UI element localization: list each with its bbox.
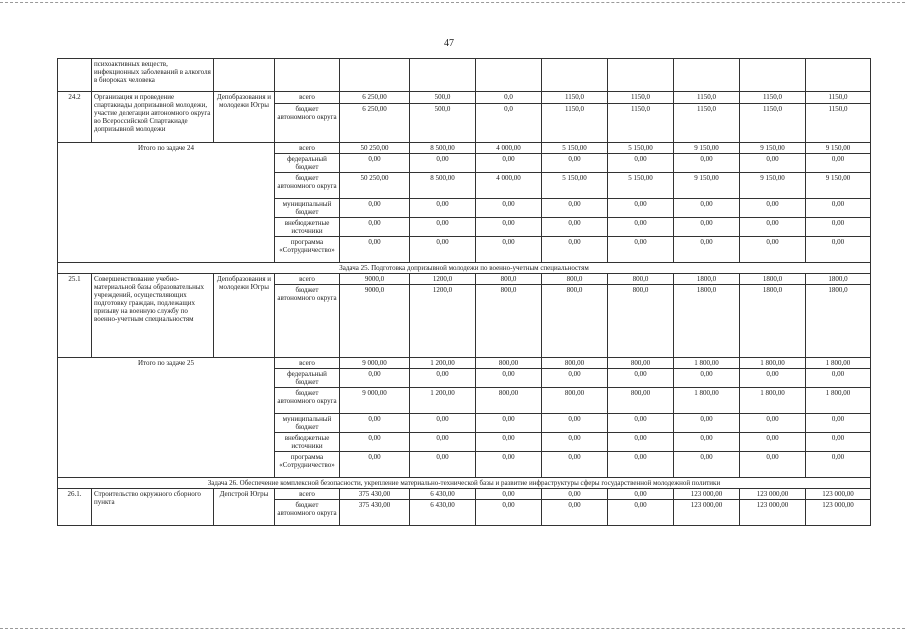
cell-value: 800,00 [608, 388, 674, 414]
cell-executor: Депобразования и молодежи Югры [214, 274, 275, 358]
cell-source: муниципальный бюджет [275, 414, 340, 433]
cell-value: 0,00 [542, 433, 608, 452]
cell-value: 1800,0 [740, 274, 806, 285]
table-row [58, 59, 871, 92]
cell-value: 0,00 [608, 489, 674, 500]
cell-value: 0,00 [410, 369, 476, 388]
cell-value: 0,00 [806, 237, 871, 263]
cell-source: бюджет автономного округа [275, 388, 340, 414]
cell-value: 4 000,00 [476, 173, 542, 199]
cell-value: 0,00 [542, 500, 608, 526]
table-row [58, 143, 871, 154]
cell-source: внебюджетные источники [275, 433, 340, 452]
cell-value: 1150,0 [806, 92, 871, 104]
cell-value: 0,00 [542, 369, 608, 388]
cell-title: Совершенствование учебно-материальной базы образовательных учреждений, осуществляющих подготовку граждан, подлежащих призыву на военную службу по военно-учетным специальностям [92, 274, 214, 358]
cell-value: 1 800,00 [740, 388, 806, 414]
program-table [57, 58, 871, 526]
cell-value: 9 150,00 [740, 173, 806, 199]
cell-value: 0,00 [806, 199, 871, 218]
cell-value: 0,00 [542, 237, 608, 263]
cell-value: 0,00 [740, 433, 806, 452]
cell-value: 123 000,00 [674, 489, 740, 500]
cell-value: 0,00 [476, 414, 542, 433]
cell-value: 0,00 [476, 237, 542, 263]
cell-executor: Депстрой Югры [214, 489, 275, 526]
cell-value: 0,00 [340, 452, 410, 478]
cell-value: 6 430,00 [410, 500, 476, 526]
cell-total-label: Итого по задаче 25 [58, 358, 275, 478]
cell-value: 6 430,00 [410, 489, 476, 500]
cell-value: 8 500,00 [410, 173, 476, 199]
cell-value: 1200,0 [410, 274, 476, 285]
cell-value: 0,00 [410, 237, 476, 263]
cell-value: 0,00 [740, 452, 806, 478]
cell-value: 800,0 [608, 274, 674, 285]
cell-value: 0,00 [476, 369, 542, 388]
cell-value: 0,00 [476, 452, 542, 478]
cell-source: бюджет автономного округа [275, 104, 340, 143]
cell-value: 9 150,00 [674, 143, 740, 154]
cell-value: 0,00 [806, 369, 871, 388]
cell-value: 1150,0 [674, 104, 740, 143]
cell-value: 50 250,00 [340, 143, 410, 154]
cell-value: 1800,0 [806, 274, 871, 285]
cell-value: 800,00 [542, 358, 608, 369]
cell-source: бюджет автономного округа [275, 285, 340, 358]
cell-value: 800,00 [608, 358, 674, 369]
task-heading: Задача 26. Обеспечение комплексной безопасности, укрепление материально-технической базы и развитие инфраструктуры сферы государственной молодежной политики [58, 478, 871, 489]
cell-value: 800,00 [476, 388, 542, 414]
cell-value: 0,00 [806, 154, 871, 173]
cell-value: 1 800,00 [674, 358, 740, 369]
cell-value: 0,00 [542, 154, 608, 173]
cell-value: 9 150,00 [674, 173, 740, 199]
cell-value: 0,00 [740, 199, 806, 218]
cell-source: муниципальный бюджет [275, 199, 340, 218]
cell-value: 0,00 [340, 433, 410, 452]
cell-value: 0,00 [608, 433, 674, 452]
cell-value: 0,00 [740, 218, 806, 237]
table-row [58, 92, 871, 104]
cell-value: 1 200,00 [410, 358, 476, 369]
table-body [58, 59, 871, 526]
cell-source: федеральный бюджет [275, 369, 340, 388]
page-number: 47 [444, 38, 454, 49]
cell-value: 123 000,00 [806, 500, 871, 526]
cell-source: всего [275, 143, 340, 154]
cell-value: 50 250,00 [340, 173, 410, 199]
cell-value: 6 250,00 [340, 92, 410, 104]
cell-value: 9 000,00 [340, 388, 410, 414]
cell-value: 0,00 [340, 218, 410, 237]
cell-value: 1800,0 [674, 285, 740, 358]
cell-value: 0,0 [476, 104, 542, 143]
cell-value: 1150,0 [542, 92, 608, 104]
cell-value: 0,00 [476, 500, 542, 526]
cell-value: 0,00 [340, 199, 410, 218]
cell-title: Организация и проведение спартакиады допризывной молодежи, участие делегации автономного округа во Всероссийской Спартакиаде допризывной молодежи [92, 92, 214, 143]
cell-value: 0,00 [740, 414, 806, 433]
cell-number: 24.2 [58, 92, 92, 143]
scan-edge-bottom [0, 628, 905, 630]
cell-value: 0,00 [674, 199, 740, 218]
cell-value: 0,00 [674, 237, 740, 263]
cell-value: 123 000,00 [674, 500, 740, 526]
cell-source: внебюджетные источники [275, 218, 340, 237]
cell-value: 0,00 [410, 433, 476, 452]
cell-value: 1150,0 [608, 104, 674, 143]
cell-source: всего [275, 489, 340, 500]
cell-value: 0,00 [476, 154, 542, 173]
cell-source: программа «Сотрудничество» [275, 237, 340, 263]
cell-value: 0,00 [608, 199, 674, 218]
cell-source: всего [275, 358, 340, 369]
cell-title: психоактивных веществ, инфекционных заболеваний в алкоголя в биороках человека [92, 59, 214, 92]
cell-value: 9 000,00 [340, 358, 410, 369]
cell-value: 0,00 [806, 433, 871, 452]
cell-value: 1 800,00 [806, 358, 871, 369]
cell-value: 1 800,00 [740, 358, 806, 369]
cell-value: 0,00 [542, 218, 608, 237]
cell-value: 800,0 [608, 285, 674, 358]
cell-value: 0,00 [806, 218, 871, 237]
cell-value: 0,00 [608, 452, 674, 478]
cell-value: 375 430,00 [340, 489, 410, 500]
cell-value: 0,00 [340, 154, 410, 173]
cell-value: 1150,0 [740, 104, 806, 143]
cell-number: 25.1 [58, 274, 92, 358]
cell-value: 0,00 [608, 154, 674, 173]
cell-value: 0,00 [542, 199, 608, 218]
cell-value: 800,0 [542, 285, 608, 358]
table-row [58, 358, 871, 369]
cell-value: 0,00 [674, 452, 740, 478]
cell-value: 0,00 [674, 218, 740, 237]
cell-value: 5 150,00 [608, 173, 674, 199]
cell-value: 0,00 [542, 414, 608, 433]
cell-source: бюджет автономного округа [275, 500, 340, 526]
cell-value: 123 000,00 [740, 500, 806, 526]
cell-value: 800,0 [542, 274, 608, 285]
cell-value: 0,00 [340, 237, 410, 263]
cell-value: 9 150,00 [806, 173, 871, 199]
cell-value: 500,0 [410, 92, 476, 104]
scan-edge-top [0, 2, 905, 4]
cell-source: программа «Сотрудничество» [275, 452, 340, 478]
cell-value: 0,00 [476, 218, 542, 237]
cell-value: 0,00 [608, 369, 674, 388]
cell-value: 0,00 [674, 154, 740, 173]
cell-source: федеральный бюджет [275, 154, 340, 173]
cell-value: 0,00 [806, 414, 871, 433]
cell-total-label: Итого по задаче 24 [58, 143, 275, 263]
cell-value: 123 000,00 [806, 489, 871, 500]
cell-value: 123 000,00 [740, 489, 806, 500]
cell-value: 0,00 [740, 369, 806, 388]
cell-value: 0,00 [740, 154, 806, 173]
cell-number: 26.1. [58, 489, 92, 526]
cell-value: 0,00 [674, 433, 740, 452]
cell-value: 1 200,00 [410, 388, 476, 414]
cell-value: 800,00 [476, 358, 542, 369]
cell-value: 5 150,00 [608, 143, 674, 154]
task-row [58, 263, 871, 274]
cell-value: 1150,0 [542, 104, 608, 143]
cell-value: 0,0 [476, 92, 542, 104]
cell-value: 500,0 [410, 104, 476, 143]
table-row [58, 274, 871, 285]
cell-value: 9000,0 [340, 274, 410, 285]
cell-value: 0,00 [542, 489, 608, 500]
cell-value: 5 150,00 [542, 173, 608, 199]
cell-value: 0,00 [608, 500, 674, 526]
cell-value: 0,00 [340, 414, 410, 433]
cell-value: 9000,0 [340, 285, 410, 358]
task-heading: Задача 25. Подготовка допризывной молодежи по военно-учетным специальностям [58, 263, 871, 274]
cell-value: 1800,0 [806, 285, 871, 358]
cell-value: 800,0 [476, 285, 542, 358]
cell-value: 9 150,00 [740, 143, 806, 154]
cell-value: 0,00 [806, 452, 871, 478]
cell-value: 0,00 [740, 237, 806, 263]
cell-value: 1150,0 [608, 92, 674, 104]
cell-value: 0,00 [476, 433, 542, 452]
cell-value: 6 250,00 [340, 104, 410, 143]
cell-value: 1800,0 [674, 274, 740, 285]
cell-value: 800,0 [476, 274, 542, 285]
cell-value: 1150,0 [674, 92, 740, 104]
cell-value: 1200,0 [410, 285, 476, 358]
cell-value: 800,00 [542, 388, 608, 414]
cell-source: бюджет автономного округа [275, 173, 340, 199]
cell-value: 0,00 [542, 452, 608, 478]
cell-value: 1 800,00 [674, 388, 740, 414]
table-row [58, 489, 871, 500]
cell-value: 0,00 [674, 414, 740, 433]
cell-value: 8 500,00 [410, 143, 476, 154]
cell-value: 1 800,00 [806, 388, 871, 414]
cell-value: 0,00 [410, 452, 476, 478]
task-row [58, 478, 871, 489]
cell-value: 0,00 [410, 154, 476, 173]
cell-value: 0,00 [608, 414, 674, 433]
cell-value: 0,00 [410, 414, 476, 433]
cell-value: 0,00 [674, 369, 740, 388]
cell-value: 0,00 [476, 199, 542, 218]
cell-value: 1150,0 [740, 92, 806, 104]
cell-value: 9 150,00 [806, 143, 871, 154]
cell-source: всего [275, 274, 340, 285]
cell-value: 1800,0 [740, 285, 806, 358]
cell-value: 0,00 [608, 237, 674, 263]
cell-value: 0,00 [608, 218, 674, 237]
cell-executor: Депобразования и молодежи Югры [214, 92, 275, 143]
cell-value: 0,00 [410, 218, 476, 237]
cell-source: всего [275, 92, 340, 104]
cell-value: 375 430,00 [340, 500, 410, 526]
cell-title: Строительство окружного сборного пункта [92, 489, 214, 526]
cell-value: 0,00 [340, 369, 410, 388]
cell-value: 5 150,00 [542, 143, 608, 154]
cell-value: 1150,0 [806, 104, 871, 143]
cell-value: 0,00 [410, 199, 476, 218]
cell-value: 0,00 [476, 489, 542, 500]
cell-value: 4 000,00 [476, 143, 542, 154]
